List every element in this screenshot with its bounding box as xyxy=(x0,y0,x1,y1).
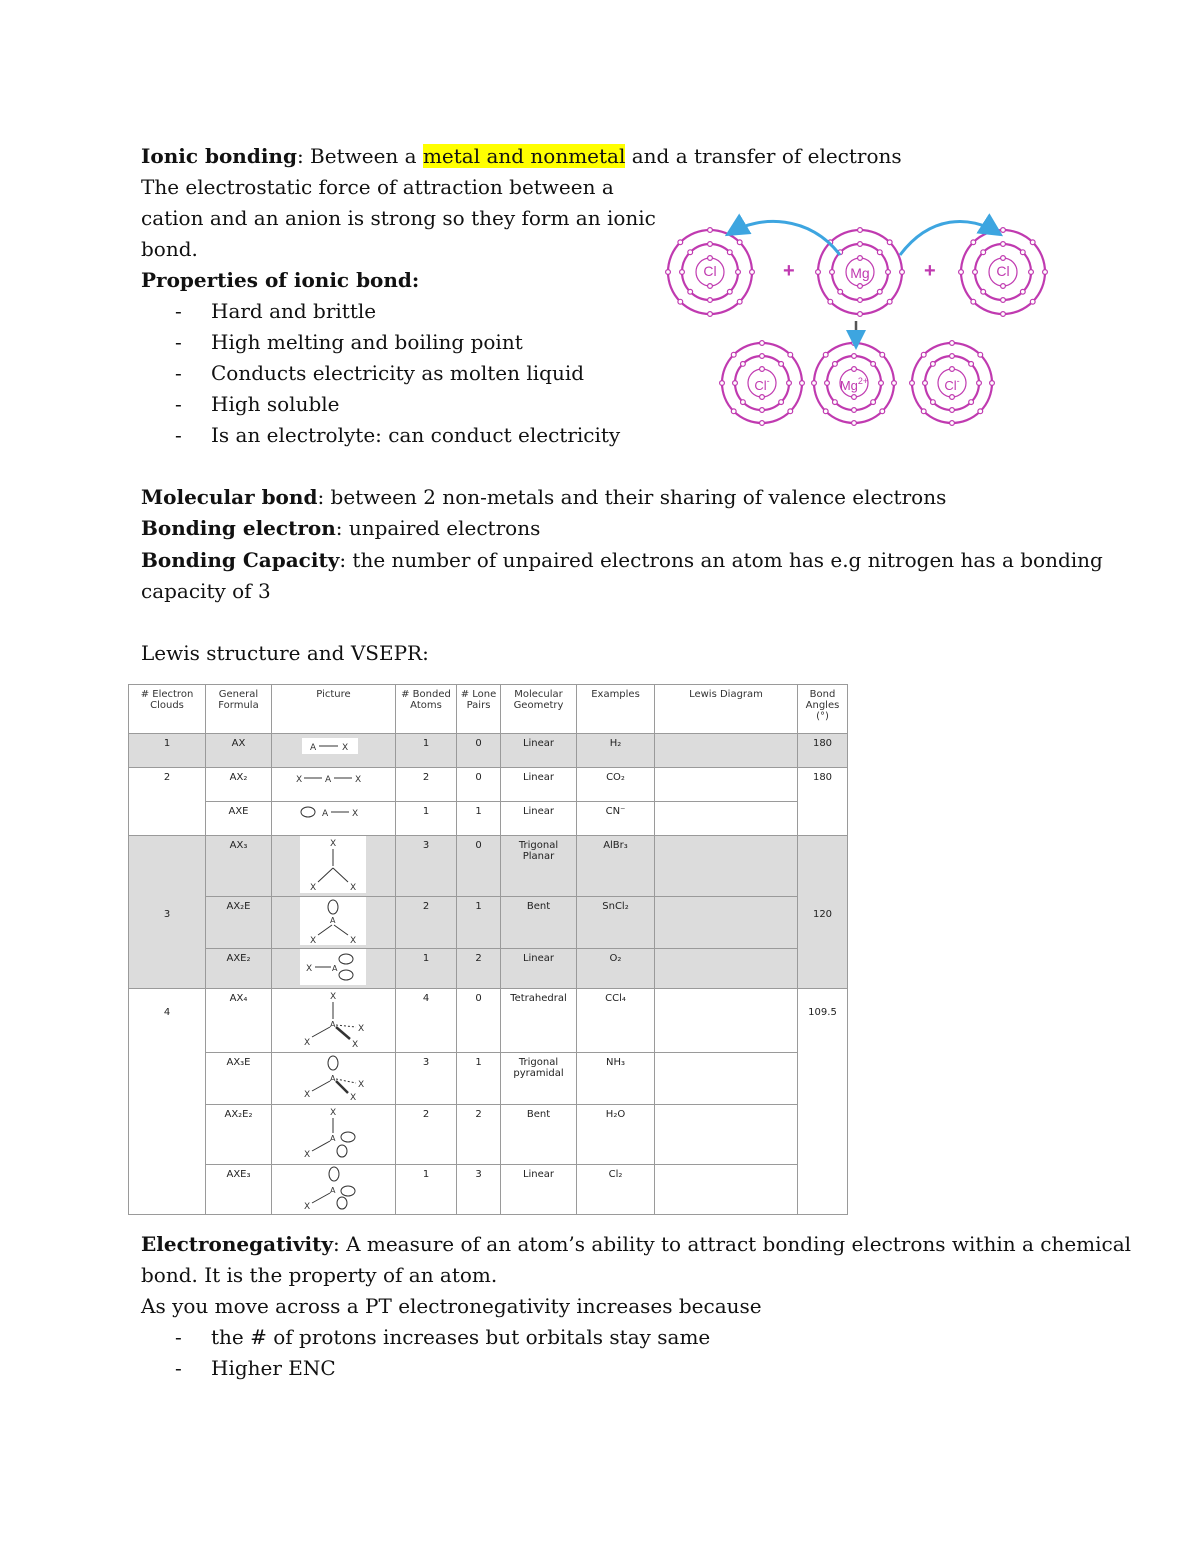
angle-value: 109.5 xyxy=(808,1007,837,1018)
cell-example: Cl₂ xyxy=(577,1165,655,1215)
electronegativity-reason: the # of protons increases but orbitals stay same xyxy=(211,1325,711,1349)
electron-dot xyxy=(1001,312,1006,317)
electron-dot xyxy=(858,284,863,289)
properties-heading: Properties of ionic bond: xyxy=(141,268,420,292)
electron-dot xyxy=(852,367,857,372)
electron-dot xyxy=(923,381,928,386)
electron-dot xyxy=(880,409,885,414)
cell-geometry: Linear xyxy=(501,768,577,802)
table-row xyxy=(129,1053,848,1105)
mg-ion-label: $Mg^{2+}$ xyxy=(839,376,869,393)
electron-dot xyxy=(852,408,857,413)
electron-dot xyxy=(1020,250,1025,255)
electron-dot xyxy=(760,367,765,372)
svg-text:A: A xyxy=(330,916,336,925)
cl-atom-label: Cl xyxy=(703,263,717,279)
electron-dot xyxy=(1043,270,1048,275)
picture-cell xyxy=(272,897,396,949)
electron-dot xyxy=(950,395,955,400)
svg-text:X: X xyxy=(304,1202,311,1211)
picture-cell xyxy=(272,949,396,989)
electron-dot xyxy=(950,341,955,346)
cell-example: CCl₄ xyxy=(577,989,655,1053)
property-item: High soluble xyxy=(211,392,340,416)
table-row xyxy=(129,1105,848,1165)
svg-text:A: A xyxy=(330,1020,336,1029)
electron-dot xyxy=(750,270,755,275)
cell-geometry: Linear xyxy=(501,734,577,768)
svg-text:X: X xyxy=(350,1093,357,1101)
svg-text:X: X xyxy=(310,936,317,945)
electron-dot xyxy=(1001,284,1006,289)
cl-ion-label: Cl- xyxy=(754,376,770,393)
electronegativity-reason: Higher ENC xyxy=(211,1356,336,1380)
cell-lone: 0 xyxy=(457,734,501,768)
electron-dot xyxy=(858,256,863,261)
bullet-marker: - xyxy=(175,1356,182,1380)
cell-angle xyxy=(798,989,848,1215)
property-item: Hard and brittle xyxy=(211,299,377,323)
electron-dot xyxy=(900,270,905,275)
bonding-capacity-term: Bonding Capacity xyxy=(141,548,340,572)
electron-dot xyxy=(736,270,741,275)
cell-lone: 0 xyxy=(457,768,501,802)
electron-dot xyxy=(973,270,978,275)
picture-cell xyxy=(272,734,396,768)
electron-dot xyxy=(688,250,693,255)
bullet-marker: - xyxy=(175,1325,182,1349)
cell-lone: 0 xyxy=(457,989,501,1053)
ionic-term: Ionic bonding xyxy=(141,144,297,168)
cl-ion-label: Cl- xyxy=(944,376,960,393)
electron-dot xyxy=(838,289,843,294)
property-item: Conducts electricity as molten liquid xyxy=(211,361,585,385)
cell-bonded: 2 xyxy=(396,768,457,802)
electron-dot xyxy=(760,395,765,400)
picture-cell xyxy=(272,802,396,836)
electron-dot xyxy=(852,395,857,400)
electron-dot xyxy=(812,381,817,386)
svg-text:X: X xyxy=(296,775,303,785)
svg-text:X: X xyxy=(330,992,337,1002)
cell-formula: AXE₂ xyxy=(206,949,272,989)
svg-text:A: A xyxy=(322,809,329,819)
electron-dot xyxy=(788,409,793,414)
electron-dot xyxy=(879,381,884,386)
molecular-bond-line xyxy=(141,482,946,513)
electron-dot xyxy=(733,381,738,386)
electron-dot xyxy=(921,409,926,414)
clouds-value: 4 xyxy=(163,1007,171,1018)
svg-text:X: X xyxy=(330,1108,337,1118)
molecule-linear-twolonepair-picture xyxy=(272,949,395,985)
electron-dot xyxy=(887,299,892,304)
cell-angle: 120 xyxy=(798,836,848,989)
picture-cell xyxy=(272,836,396,897)
electron-dot xyxy=(981,289,986,294)
molecule-trigonal-pyramidal-picture xyxy=(272,1053,395,1101)
electron-dot xyxy=(977,381,982,386)
cell-lewis xyxy=(655,734,798,768)
svg-text:X: X xyxy=(304,1090,311,1100)
electron-dot xyxy=(852,421,857,426)
cell-bonded: 3 xyxy=(396,1053,457,1105)
ionic-tail: and a transfer of electrons xyxy=(625,144,902,168)
svg-text:A: A xyxy=(330,1186,336,1195)
electron-dot xyxy=(1001,242,1006,247)
electron-dot xyxy=(760,341,765,346)
cell-bonded: 2 xyxy=(396,1105,457,1165)
svg-text:A: A xyxy=(332,964,338,973)
molecule-linear-picture xyxy=(272,734,395,764)
cell-lone: 3 xyxy=(457,1165,501,1215)
electronegativity-line xyxy=(141,1229,1131,1260)
bonding-electron-line xyxy=(141,513,540,544)
ionic-definition-line xyxy=(141,141,902,172)
bonding-capacity-text: : the number of unpaired electrons an atom has e.g nitrogen has a bonding xyxy=(339,548,1103,572)
cell-geometry: Linear xyxy=(501,949,577,989)
header-cell: Picture xyxy=(272,685,396,734)
electron-dot xyxy=(971,299,976,304)
header-cell: Bond Angles (°) xyxy=(798,685,848,734)
bonding-electron-text: : unpaired electrons xyxy=(335,516,541,540)
cell-lone: 0 xyxy=(457,836,501,897)
header-cell: Examples xyxy=(577,685,655,734)
electron-dot xyxy=(981,250,986,255)
cell-formula: AX₂E xyxy=(206,897,272,949)
cell-bonded: 2 xyxy=(396,897,457,949)
electron-dot xyxy=(858,298,863,303)
mgcl2-bohr-diagram xyxy=(650,205,1070,435)
svg-text:X: X xyxy=(358,1080,365,1090)
svg-text:A: A xyxy=(330,1134,336,1143)
vsepr-table xyxy=(128,684,848,1215)
cell-lewis xyxy=(655,768,798,802)
electron-dot xyxy=(978,352,983,357)
svg-text:X: X xyxy=(342,743,349,753)
electronegativity-text: : A measure of an atom’s ability to attract bonding electrons within a chemical xyxy=(332,1232,1132,1256)
electron-dot xyxy=(880,352,885,357)
electron-dot xyxy=(708,312,713,317)
molecule-linear-lonepair-picture xyxy=(272,802,395,832)
electron-dot xyxy=(871,400,876,405)
electron-dot xyxy=(823,409,828,414)
cl-atom-label: Cl xyxy=(996,263,1010,279)
electron-dot xyxy=(666,270,671,275)
property-item: Is an electrolyte: can conduct electricity xyxy=(211,423,621,447)
electron-dot xyxy=(931,362,936,367)
cell-formula: AXE xyxy=(206,802,272,836)
molecular-text: : between 2 non-metals and their sharing of valence electrons xyxy=(317,485,947,509)
cell-lone: 2 xyxy=(457,949,501,989)
bullet-marker: - xyxy=(175,299,182,323)
electron-dot xyxy=(779,362,784,367)
molecular-term: Molecular bond xyxy=(141,485,318,509)
electron-dot xyxy=(760,408,765,413)
lewis-heading: Lewis structure and VSEPR: xyxy=(141,641,429,665)
electron-dot xyxy=(858,242,863,247)
svg-text:X: X xyxy=(306,964,313,974)
cell-bonded: 4 xyxy=(396,989,457,1053)
picture-cell xyxy=(272,768,396,802)
table-row xyxy=(129,802,848,836)
bullet-marker: - xyxy=(175,330,182,354)
cell-lone: 1 xyxy=(457,1053,501,1105)
cell-lewis xyxy=(655,897,798,949)
header-cell: # Electron Clouds xyxy=(129,685,206,734)
electron-dot xyxy=(708,298,713,303)
cell-lewis xyxy=(655,836,798,897)
electron-dot xyxy=(708,228,713,233)
electron-dot xyxy=(1029,270,1034,275)
bullet-marker: - xyxy=(175,361,182,385)
ionic-para-line: cation and an anion is strong so they form an ionic xyxy=(141,206,656,230)
svg-text:A: A xyxy=(330,1074,336,1083)
table-row xyxy=(129,989,848,1053)
electron-dot xyxy=(678,299,683,304)
electron-dot xyxy=(886,270,891,275)
electron-dot xyxy=(910,381,915,386)
picture-cell xyxy=(272,1165,396,1215)
cell-example: H₂ xyxy=(577,734,655,768)
electron-dot xyxy=(741,362,746,367)
electron-dot xyxy=(731,352,736,357)
cell-formula: AX₄ xyxy=(206,989,272,1053)
electron-dot xyxy=(871,362,876,367)
electron-dot xyxy=(816,270,821,275)
electron-dot xyxy=(1020,289,1025,294)
header-cell: # Bonded Atoms xyxy=(396,685,457,734)
electron-dot xyxy=(892,381,897,386)
electron-dot xyxy=(971,240,976,245)
ionic-lead: : Between a xyxy=(296,144,423,168)
cell-geometry: Linear xyxy=(501,1165,577,1215)
electron-dot xyxy=(678,240,683,245)
cell-lone: 2 xyxy=(457,1105,501,1165)
table-row xyxy=(129,949,848,989)
electron-dot xyxy=(1001,256,1006,261)
molecule-tetrahedral-picture xyxy=(272,989,395,1049)
svg-text:X: X xyxy=(352,1040,359,1049)
cell-clouds xyxy=(129,989,206,1215)
cell-lewis xyxy=(655,989,798,1053)
plus-sign: + xyxy=(924,260,936,282)
cell-bonded: 1 xyxy=(396,949,457,989)
highlighted-text: metal and nonmetal xyxy=(422,144,626,168)
electron-dot xyxy=(858,228,863,233)
electron-dot xyxy=(727,250,732,255)
cell-lone: 1 xyxy=(457,802,501,836)
cell-geometry: Trigonal pyramidal xyxy=(501,1053,577,1105)
molecule-linear-threelonepair-picture xyxy=(272,1165,395,1211)
table-row xyxy=(129,734,848,768)
cell-lone: 1 xyxy=(457,897,501,949)
cell-bonded: 1 xyxy=(396,734,457,768)
cell-geometry: Trigonal Planar xyxy=(501,836,577,897)
cell-geometry: Tetrahedral xyxy=(501,989,577,1053)
bullet-marker: - xyxy=(175,423,182,447)
cell-bonded: 3 xyxy=(396,836,457,897)
electron-dot xyxy=(708,284,713,289)
cell-formula: AX₂E₂ xyxy=(206,1105,272,1165)
svg-text:X: X xyxy=(350,936,357,945)
electron-dot xyxy=(830,270,835,275)
cell-example: H₂O xyxy=(577,1105,655,1165)
svg-text:X: X xyxy=(330,839,337,849)
electron-dot xyxy=(1001,298,1006,303)
electron-dot xyxy=(800,381,805,386)
electron-dot xyxy=(741,400,746,405)
electron-dot xyxy=(950,354,955,359)
electron-dot xyxy=(823,352,828,357)
cell-angle: 180 xyxy=(798,734,848,768)
table-row xyxy=(129,836,848,897)
svg-text:X: X xyxy=(304,1150,311,1160)
electron-dot xyxy=(959,270,964,275)
table-row xyxy=(129,1165,848,1215)
cell-lewis xyxy=(655,949,798,989)
molecule-bent-tetrahedral-picture xyxy=(272,1105,395,1161)
svg-text:X: X xyxy=(358,1024,365,1034)
electron-dot xyxy=(931,400,936,405)
cell-example: NH₃ xyxy=(577,1053,655,1105)
electron-dot xyxy=(921,352,926,357)
ionic-para-line: bond. xyxy=(141,237,198,261)
electron-dot xyxy=(779,400,784,405)
bonding-capacity-line xyxy=(141,545,1103,576)
cell-formula: AX₂ xyxy=(206,768,272,802)
electron-dot xyxy=(877,289,882,294)
cell-lewis xyxy=(655,1165,798,1215)
picture-cell xyxy=(272,1105,396,1165)
header-cell: Molecular Geometry xyxy=(501,685,577,734)
cell-example: O₂ xyxy=(577,949,655,989)
mg-atom-label: Mg xyxy=(850,265,870,281)
electron-dot xyxy=(788,352,793,357)
cell-formula: AX₃ xyxy=(206,836,272,897)
plus-sign: + xyxy=(783,260,795,282)
table-row xyxy=(129,768,848,802)
cell-formula: AX₃E xyxy=(206,1053,272,1105)
property-item: High melting and boiling point xyxy=(211,330,523,354)
electron-dot xyxy=(833,400,838,405)
electron-dot xyxy=(950,421,955,426)
molecule-linear-picture xyxy=(272,768,395,798)
cell-geometry: Bent xyxy=(501,897,577,949)
cell-formula: AXE₃ xyxy=(206,1165,272,1215)
electron-dot xyxy=(1001,228,1006,233)
cell-geometry: Linear xyxy=(501,802,577,836)
cell-formula: AX xyxy=(206,734,272,768)
electronegativity-line-3: As you move across a PT electronegativity increases because xyxy=(141,1294,762,1318)
cell-lewis xyxy=(655,802,798,836)
cell-clouds: 3 xyxy=(129,836,206,989)
picture-cell xyxy=(272,1053,396,1105)
picture-cell xyxy=(272,989,396,1053)
molecule-bent-picture xyxy=(272,897,395,945)
bullet-marker: - xyxy=(175,392,182,416)
electron-dot xyxy=(708,242,713,247)
cell-bonded: 1 xyxy=(396,802,457,836)
electron-dot xyxy=(1030,299,1035,304)
electron-dot xyxy=(1030,240,1035,245)
molecule-trigonal-planar-picture xyxy=(272,836,395,893)
bonding-electron-term: Bonding electron xyxy=(141,516,336,540)
svg-text:X: X xyxy=(352,809,359,819)
electron-dot xyxy=(720,381,725,386)
electronegativity-line-2: bond. It is the property of an atom. xyxy=(141,1263,498,1287)
svg-text:X: X xyxy=(310,883,317,893)
electron-dot xyxy=(731,409,736,414)
svg-text:A: A xyxy=(325,775,332,785)
svg-text:A: A xyxy=(310,743,317,753)
electron-dot xyxy=(688,289,693,294)
svg-text:X: X xyxy=(355,775,362,785)
cell-geometry: Bent xyxy=(501,1105,577,1165)
ionic-para-line: The electrostatic force of attraction between a xyxy=(141,175,614,199)
header-cell: Lewis Diagram xyxy=(655,685,798,734)
cell-example: SnCl₂ xyxy=(577,897,655,949)
svg-text:X: X xyxy=(304,1038,311,1048)
electron-dot xyxy=(969,400,974,405)
electron-dot xyxy=(852,354,857,359)
cell-bonded: 1 xyxy=(396,1165,457,1215)
electron-dot xyxy=(877,250,882,255)
cell-example: CN⁻ xyxy=(577,802,655,836)
cell-lewis xyxy=(655,1105,798,1165)
electron-dot xyxy=(737,299,742,304)
electron-dot xyxy=(760,421,765,426)
table-header-row xyxy=(129,685,848,734)
electron-dot xyxy=(978,409,983,414)
electron-dot xyxy=(708,256,713,261)
svg-text:X: X xyxy=(350,883,357,893)
electron-dot xyxy=(680,270,685,275)
header-cell: # Lone Pairs xyxy=(457,685,501,734)
table-row xyxy=(129,897,848,949)
electron-dot xyxy=(950,408,955,413)
electron-dot xyxy=(990,381,995,386)
electron-dot xyxy=(760,354,765,359)
cell-example: AlBr₃ xyxy=(577,836,655,897)
cell-clouds: 1 xyxy=(129,734,206,768)
electronegativity-term: Electronegativity xyxy=(141,1232,333,1256)
bonding-capacity-line-2: capacity of 3 xyxy=(141,579,271,603)
electron-dot xyxy=(727,289,732,294)
cell-example: CO₂ xyxy=(577,768,655,802)
electron-dot xyxy=(787,381,792,386)
electron-dot xyxy=(828,299,833,304)
electron-dot xyxy=(887,240,892,245)
cell-lewis xyxy=(655,1053,798,1105)
electron-dot xyxy=(950,367,955,372)
cell-angle: 180 xyxy=(798,768,848,836)
electron-dot xyxy=(969,362,974,367)
electron-dot xyxy=(858,312,863,317)
electron-dot xyxy=(737,240,742,245)
electron-dot xyxy=(833,362,838,367)
cell-clouds: 2 xyxy=(129,768,206,836)
header-cell: General Formula xyxy=(206,685,272,734)
electron-dot xyxy=(825,381,830,386)
